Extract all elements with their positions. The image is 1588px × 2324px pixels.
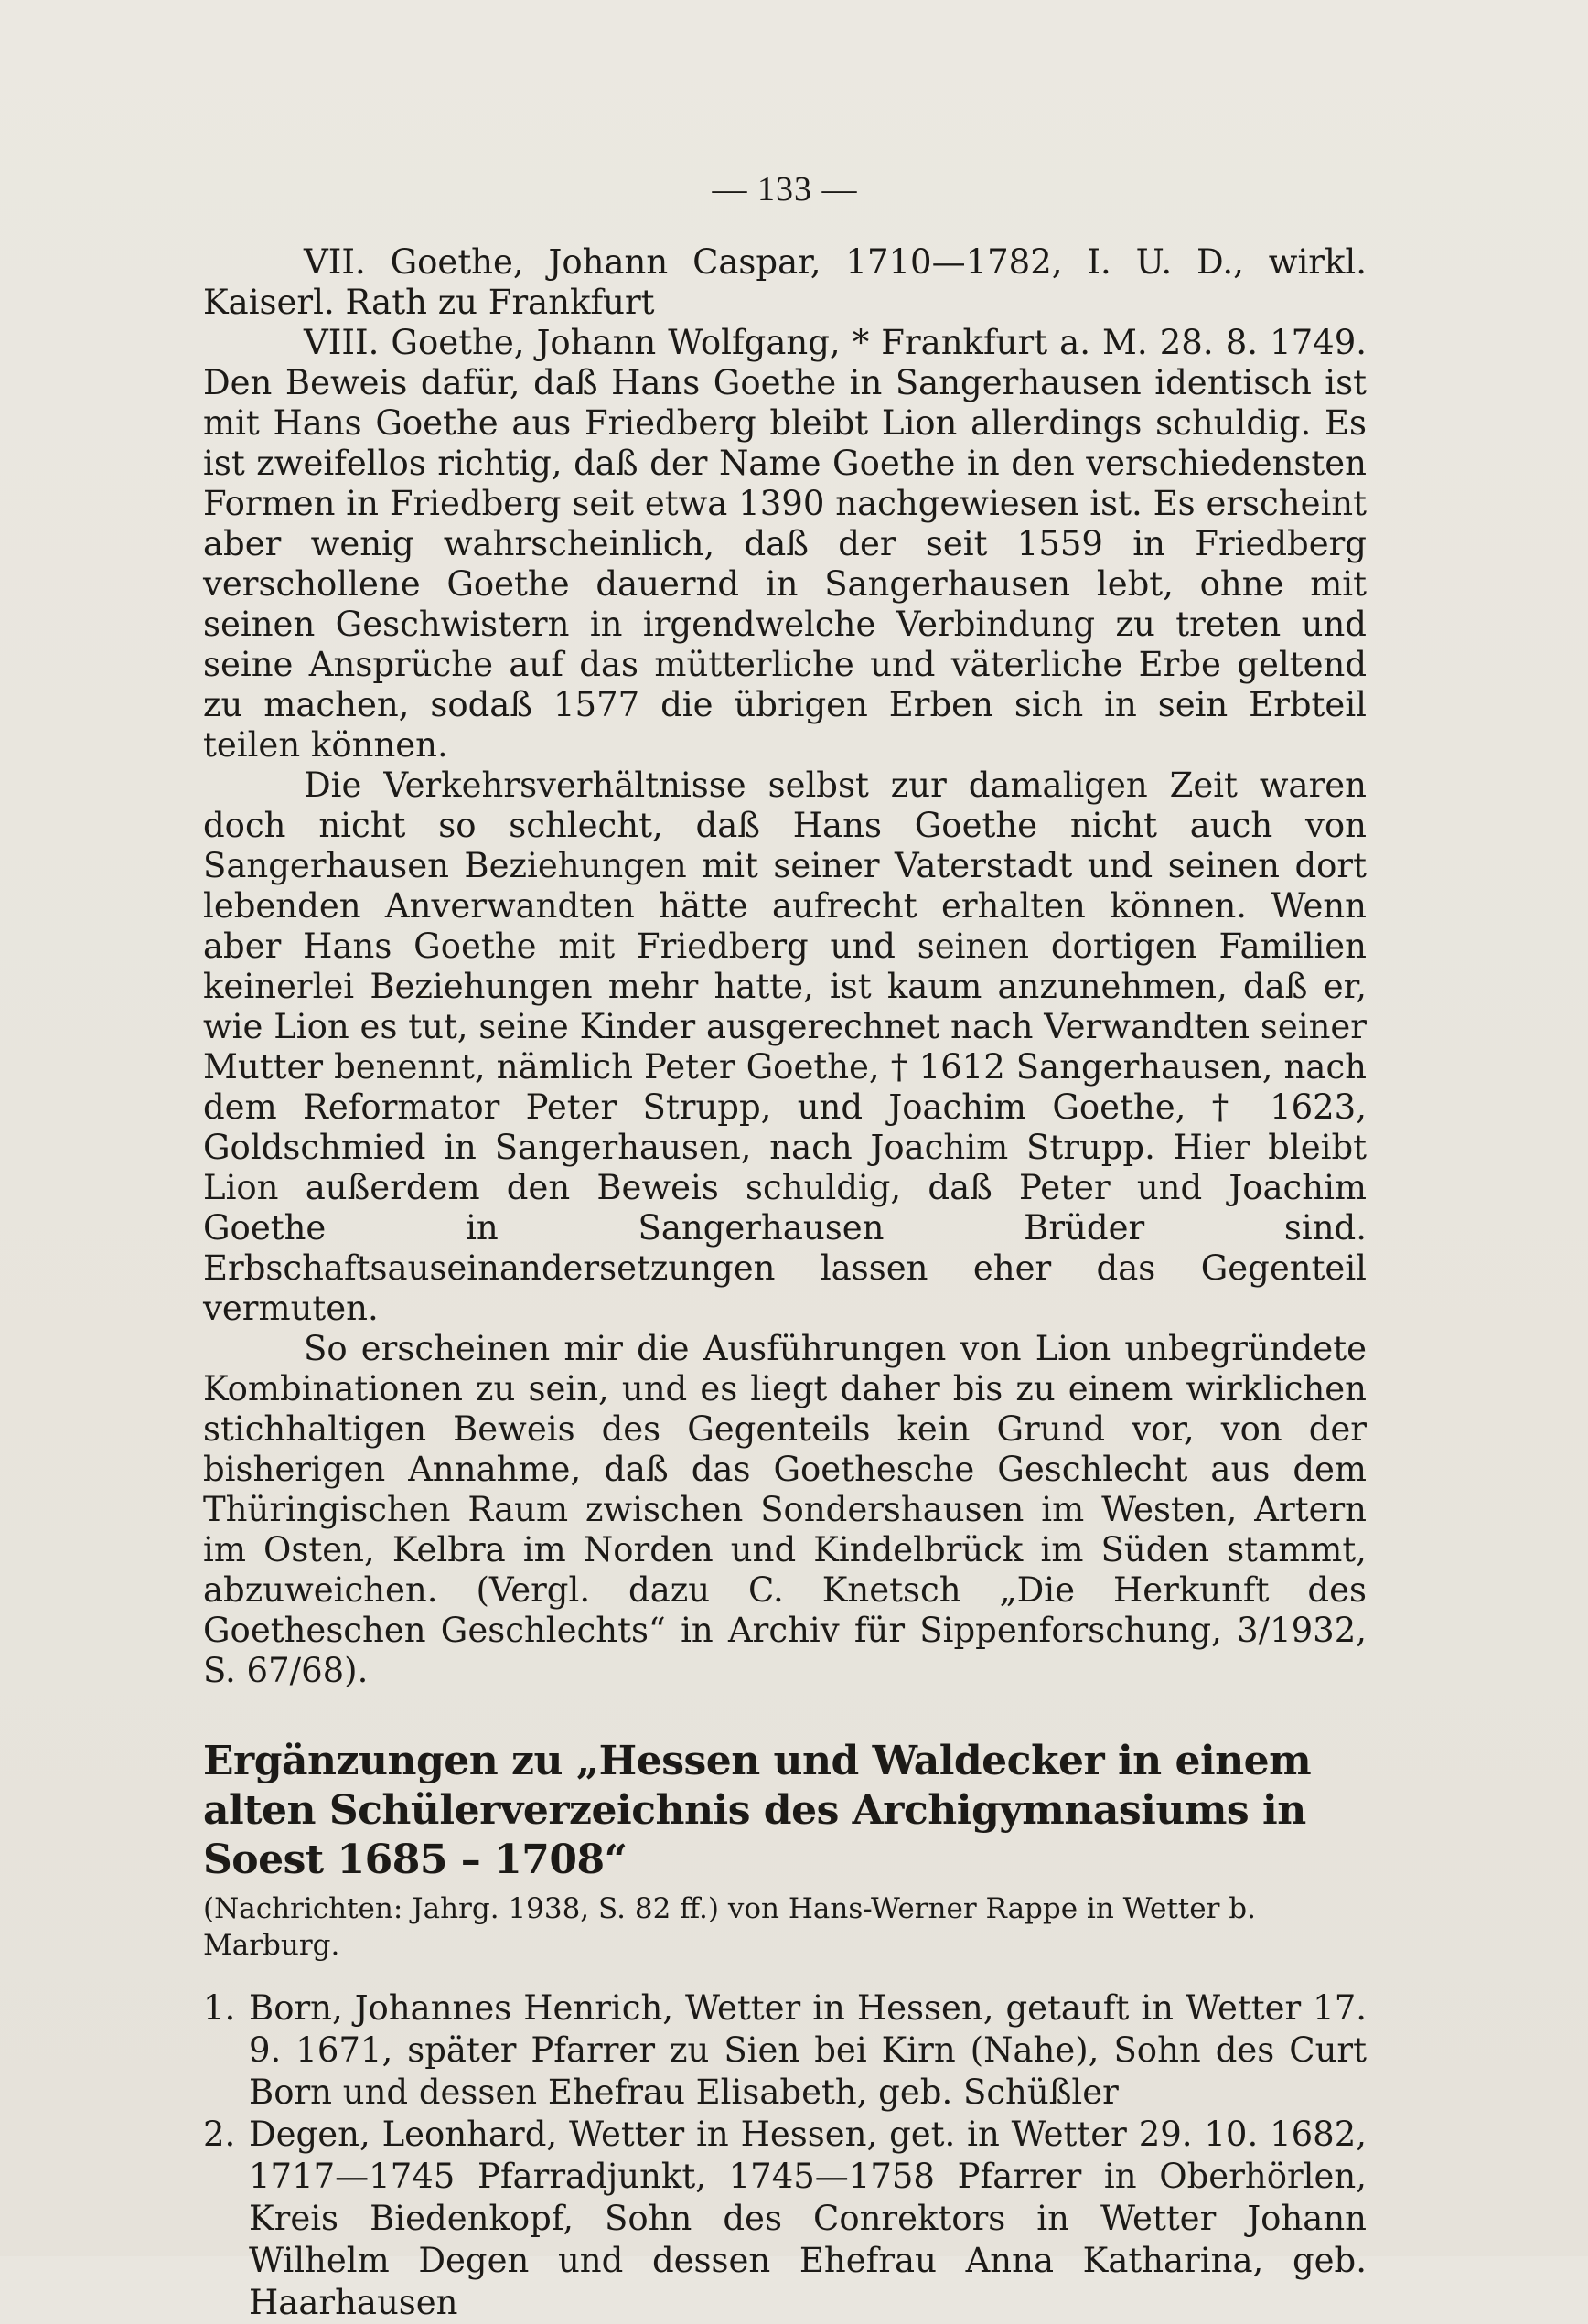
entry-text: Born, Johannes Henrich, Wetter in Hessen, getauft in Wetter 17. 9. 1671, später Pfarrer zu Sien bei Kirn (Nahe), Sohn des Curt Born und dessen Ehefrau Elisabeth, geb. Schüßler [249, 1988, 1367, 2112]
list-item [203, 2114, 1367, 2324]
paragraph-verkehrsverhaeltnisse: Die Verkehrsverhältnisse selbst zur damaligen Zeit waren doch nicht so schlecht, daß Hans Goethe nicht auch von Sangerhausen Beziehungen mit seiner Vaterstadt und seinen dort lebenden Anverwandten hätte aufrecht erhalten können. Wenn aber Hans Goethe mit Friedberg und seinen dortigen Familien keinerlei Beziehungen mehr hatte, ist kaum anzunehmen, daß er, wie Lion es tut, seine Kinder ausgerechnet nach Verwandten seiner Mutter benennt, nämlich Peter Goethe, † 1612 Sangerhausen, nach dem Reformator Peter Strupp, und Joachim Goethe, † 1623, Goldschmied in Sangerhausen, nach Joachim Strupp. Hier bleibt Lion außerdem den Beweis schuldig, daß Peter und Joachim Goethe in Sangerhausen Brüder sind. Erbschaftsauseinandersetzungen lassen eher das Gegenteil vermuten. [203, 766, 1367, 1328]
list-item [203, 1987, 1367, 2114]
paragraph-goethe-caspar: VII. Goethe, Johann Caspar, 1710—1782, I. U. D., wirkl. Kaiserl. Rath zu Frankfurt [203, 242, 1367, 322]
paragraph-goethe-wolfgang: VIII. Goethe, Johann Wolfgang, * Frankfurt a. M. 28. 8. 1749. Den Beweis dafür, daß Hans Goethe in Sangerhausen identisch ist mit Hans Goethe aus Friedberg bleibt Lion allerdings schuldig. Es ist zweifellos richtig, daß der Name Goethe in den verschiedensten Formen in Friedberg seit etwa 1390 nachgewiesen ist. Es erscheint aber wenig wahrscheinlich, daß der seit 1559 in Friedberg verschollene Goethe dauernd in Sangerhausen lebt, ohne mit seinen Geschwistern in irgendwelche Verbindung zu treten und seine Ansprüche auf das mütterliche und väterliche Erbe geltend zu machen, sodaß 1577 die übrigen Erben sich in sein Erbteil teilen können. [203, 323, 1367, 765]
paragraph-conclusion: So erscheinen mir die Ausführungen von Lion unbegründete Kombinationen zu sein, und es liegt daher bis zu einem wirklichen stichhaltigen Beweis des Gegenteils kein Grund vor, von der bisherigen Annahme, daß das Goethesche Geschlecht aus dem Thüringischen Raum zwischen Sondershausen im Westen, Artern im Osten, Kelbra im Norden und Kindelbrück im Süden stammt, abzuweichen. (Vergl. dazu C. Knetsch „Die Herkunft des Goetheschen Geschlechts“ in Archiv für Sippenforschung, 3/1932, S. 67/68). [203, 1329, 1367, 1690]
entry-text: Degen, Leonhard, Wetter in Hessen, get. in Wetter 29. 10. 1682, 1717—1745 Pfarradjunkt, 1745—1758 Pfarrer in Oberhörlen, Kreis Biedenkopf, Sohn des Conrektors in Wetter Johann Wilhelm Degen und dessen Ehefrau Anna Katharina, geb. Haarhausen [249, 2115, 1367, 2322]
page-number: — 133 — [712, 170, 858, 209]
page-content [203, 169, 1367, 2324]
entry-number: 2. [203, 2115, 236, 2154]
scan-artifact [247, 0, 320, 18]
entry-number: 1. [203, 1988, 236, 2028]
section-heading: Ergänzungen zu „Hessen und Waldecker in einem alten Schülerverzeichnis des Archigymnasiums in Soest 1685 – 1708“ [203, 1738, 1312, 1883]
section-subheading: (Nachrichten: Jahrg. 1938, S. 82 ff.) von Hans-Werner Rappe in Wetter b. Marburg. [203, 1892, 1256, 1962]
